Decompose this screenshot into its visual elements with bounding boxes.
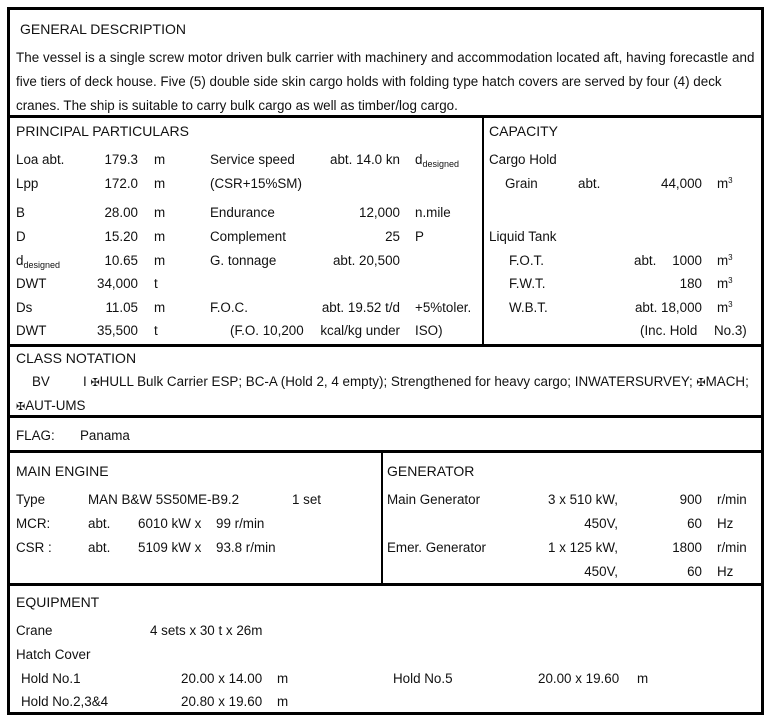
hz-unit: Hz xyxy=(717,516,734,531)
label: B xyxy=(16,205,25,220)
label: D xyxy=(16,229,26,244)
label: Lpp xyxy=(16,176,39,191)
rpm-unit: r/min xyxy=(717,540,747,555)
value: 25 xyxy=(385,229,400,244)
engine-type-value: MAN B&W 5S50ME-B9.2 xyxy=(88,492,240,507)
m3-unit xyxy=(717,276,733,292)
extra: +5%toler. xyxy=(415,300,472,315)
label xyxy=(16,253,60,273)
m3-unit xyxy=(717,300,733,316)
class-text: HULL Bulk Carrier ESP; BC-A (Hold 2, 4 empty); Strengthened for heavy cargo; INWATERSURVEY; xyxy=(99,374,693,389)
label: Service speed xyxy=(210,152,295,167)
divider xyxy=(10,115,761,118)
main-generator-voltage: 450V, xyxy=(584,516,618,531)
grain-label: Grain xyxy=(505,176,538,191)
class-text: MACH; xyxy=(705,374,749,389)
label: Endurance xyxy=(210,205,275,220)
grain-value: 44,000 xyxy=(661,176,702,191)
unit: m xyxy=(154,205,166,220)
unit: m xyxy=(717,276,729,291)
unit: m xyxy=(717,253,729,268)
hatch-cover-label: Hatch Cover xyxy=(16,647,91,662)
csr-rpm: 93.8 r/min xyxy=(216,540,276,555)
divider xyxy=(10,583,761,586)
main-generator-hz: 60 xyxy=(687,516,702,531)
csr-kw: 5109 kW x xyxy=(138,540,202,555)
hold1-value: 20.00 x 14.00 xyxy=(181,671,263,686)
subscript: designed xyxy=(422,159,459,169)
principal-heading: PRINCIPAL PARTICULARS xyxy=(16,123,189,139)
label: (F.O. 10,200 xyxy=(230,323,304,338)
generator-heading: GENERATOR xyxy=(387,463,475,479)
value: abt. 14.0 kn xyxy=(330,152,400,167)
emer-generator-rpm: 1800 xyxy=(672,540,702,555)
m3-unit xyxy=(717,253,733,269)
capacity-note: No.3) xyxy=(714,323,747,338)
mcr-rpm: 99 r/min xyxy=(216,516,265,531)
wbt-value: abt. 18,000 xyxy=(634,300,702,315)
unit: m xyxy=(154,253,166,268)
maltese-cross-icon: ✠ xyxy=(90,377,100,389)
unit: m xyxy=(154,152,166,167)
mcr-abt: abt. xyxy=(88,516,111,531)
spec-sheet xyxy=(7,7,764,715)
class-line xyxy=(16,398,85,415)
unit: t xyxy=(154,323,158,338)
general-line: cranes. The ship is suitable to carry bulk cargo as well as timber/log cargo. xyxy=(16,98,458,113)
extra: P xyxy=(415,229,424,244)
mcr-label: MCR: xyxy=(16,516,51,531)
main-generator-rpm: 900 xyxy=(679,492,702,507)
unit: m xyxy=(717,176,729,191)
class-society: BV xyxy=(32,374,50,389)
equipment-heading: EQUIPMENT xyxy=(16,594,100,610)
d-symbol: d xyxy=(415,152,423,167)
subscript: designed xyxy=(23,260,60,270)
superscript: 3 xyxy=(728,253,733,262)
hold234-label: Hold No.2,3&4 xyxy=(21,694,109,709)
label: Loa abt. xyxy=(16,152,65,167)
hold234-value: 20.80 x 19.60 xyxy=(181,694,263,709)
capacity-heading: CAPACITY xyxy=(489,123,558,139)
hold5-label: Hold No.5 xyxy=(393,671,453,686)
value: 179.3 xyxy=(104,152,138,167)
fot-label: F.O.T. xyxy=(509,253,544,268)
rpm-unit: r/min xyxy=(717,492,747,507)
hold5-unit: m xyxy=(637,671,649,686)
divider xyxy=(10,415,761,418)
value: kcal/kg under xyxy=(320,323,400,338)
value: abt. 19.52 t/d xyxy=(321,300,400,315)
label: Ds xyxy=(16,300,33,315)
engine-type-label: Type xyxy=(16,492,46,507)
label: (CSR+15%SM) xyxy=(210,176,302,191)
flag-value: Panama xyxy=(80,428,130,443)
label: F.O.C. xyxy=(210,300,248,315)
extra: n.mile xyxy=(415,205,451,220)
class-line: I ✠HULL Bulk Carrier ESP; BC-A (Hold 2, 4 empty); Strengthened for heavy cargo; INWATERSURVEY; ✠MACH; xyxy=(83,374,749,389)
divider xyxy=(10,450,761,453)
main-generator-kw: 3 x 510 kW, xyxy=(548,492,618,507)
general-line: The vessel is a single screw motor driven bulk carrier with machinery and accommodation located aft, having forecastle and xyxy=(16,50,755,65)
unit: t xyxy=(154,276,158,291)
m3-unit xyxy=(717,176,733,192)
label: DWT xyxy=(16,323,47,338)
d-symbol: d xyxy=(16,253,24,268)
flag-label: FLAG: xyxy=(16,428,55,443)
hz-unit: Hz xyxy=(717,564,734,579)
crane-label: Crane xyxy=(16,623,53,638)
fot-value: 1000 xyxy=(672,253,702,268)
unit: m xyxy=(154,176,166,191)
superscript: 3 xyxy=(728,300,733,309)
crane-value: 4 sets x 30 t x 26m xyxy=(150,623,263,638)
extra xyxy=(415,152,459,172)
class-heading: CLASS NOTATION xyxy=(16,350,137,366)
hold1-unit: m xyxy=(277,671,289,686)
emer-generator-label: Emer. Generator xyxy=(387,540,486,555)
value: 10.65 xyxy=(104,253,138,268)
label: Complement xyxy=(210,229,286,244)
grain-abt: abt. xyxy=(578,176,601,191)
csr-label: CSR : xyxy=(16,540,52,555)
hold1-label: Hold No.1 xyxy=(21,671,81,686)
extra: ISO) xyxy=(415,323,443,338)
hold5-value: 20.00 x 19.60 xyxy=(538,671,620,686)
hold234-unit: m xyxy=(277,694,289,709)
value: 172.0 xyxy=(104,176,138,191)
value: 34,000 xyxy=(97,276,138,291)
fwt-value: 180 xyxy=(679,276,702,291)
fot-abt: abt. xyxy=(634,253,657,268)
value: abt. 20,500 xyxy=(332,253,400,268)
mcr-kw: 6010 kW x xyxy=(138,516,202,531)
class-text: AUT-UMS xyxy=(25,398,86,413)
superscript: 3 xyxy=(728,176,733,185)
general-heading: GENERAL DESCRIPTION xyxy=(20,21,186,37)
cargo-hold-label: Cargo Hold xyxy=(489,152,557,167)
capacity-note: (Inc. Hold xyxy=(640,323,698,338)
superscript: 3 xyxy=(728,276,733,285)
general-line: five tiers of deck house. Five (5) double side skin cargo holds with folding type hatch covers are served by four (4) deck xyxy=(16,74,722,89)
unit: m xyxy=(717,300,729,315)
unit: m xyxy=(154,229,166,244)
value: 12,000 xyxy=(359,205,400,220)
divider xyxy=(482,118,484,344)
divider xyxy=(381,453,383,583)
label: G. tonnage xyxy=(210,253,277,268)
value: 15.20 xyxy=(104,229,138,244)
engine-qty: 1 set xyxy=(292,492,322,507)
value: 35,500 xyxy=(97,323,138,338)
main-generator-label: Main Generator xyxy=(387,492,481,507)
divider xyxy=(10,344,761,347)
emer-generator-kw: 1 x 125 kW, xyxy=(548,540,618,555)
label: DWT xyxy=(16,276,47,291)
value: 28.00 xyxy=(104,205,138,220)
value: 11.05 xyxy=(105,300,138,315)
maltese-cross-icon: ✠ xyxy=(16,401,26,413)
fwt-label: F.W.T. xyxy=(509,276,546,291)
liquid-tank-label: Liquid Tank xyxy=(489,229,557,244)
unit: m xyxy=(154,300,166,315)
main-engine-heading: MAIN ENGINE xyxy=(16,463,109,479)
csr-abt: abt. xyxy=(88,540,111,555)
emer-generator-hz: 60 xyxy=(687,564,702,579)
maltese-cross-icon: ✠ xyxy=(696,377,706,389)
emer-generator-voltage: 450V, xyxy=(584,564,618,579)
wbt-label: W.B.T. xyxy=(509,300,548,315)
